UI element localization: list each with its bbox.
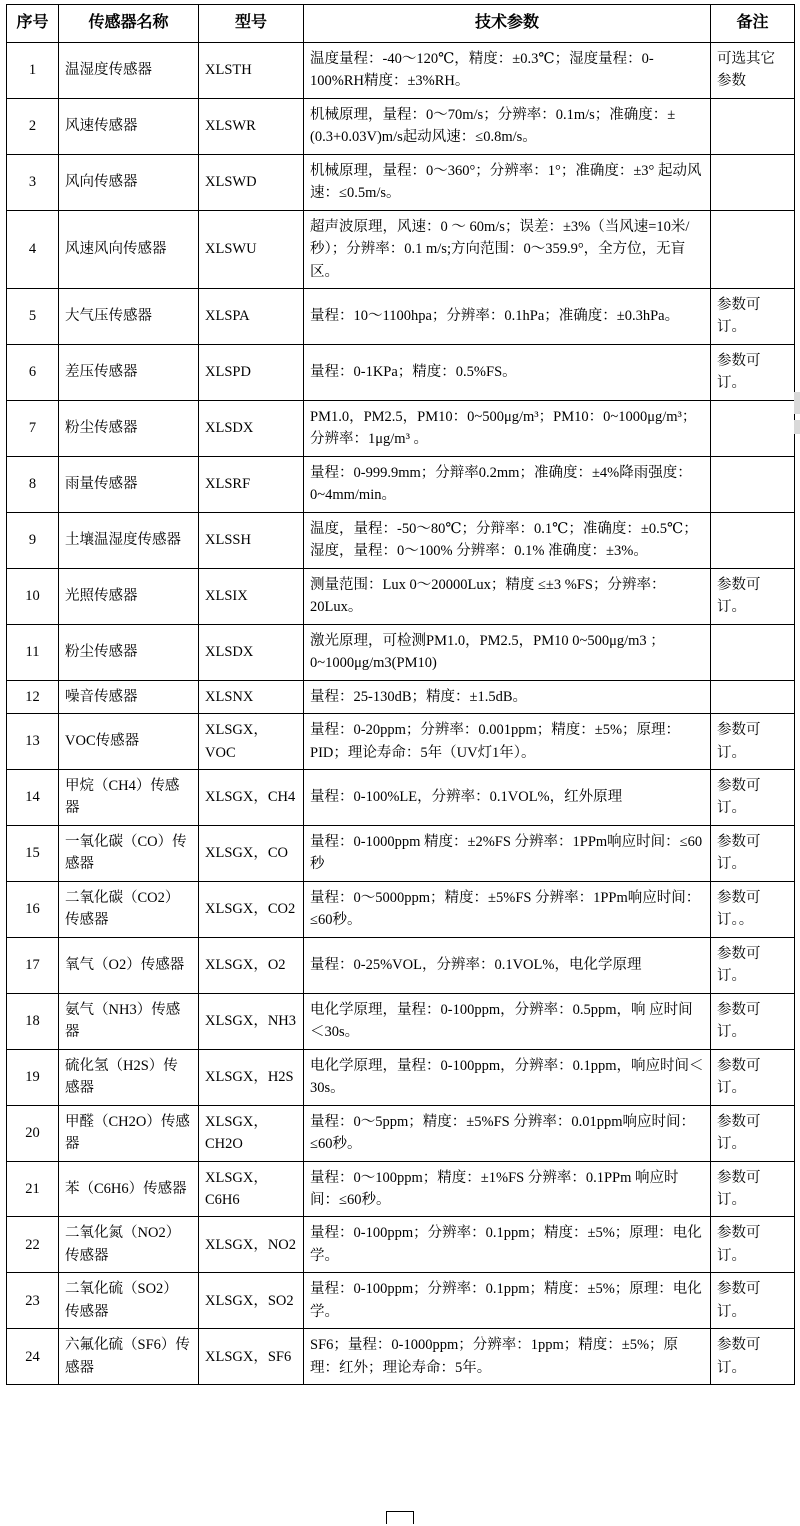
cell-model: XLSGX，O2 [199,937,304,993]
cell-sensor-name: 二氧化碳（CO2）传感器 [59,881,199,937]
cell-note: 参数可订。 [711,937,795,993]
cell-note [711,456,795,512]
cell-note: 参数可订。 [711,825,795,881]
table-row [7,624,795,680]
cell-model: XLSGX，SO2 [199,1273,304,1329]
table-row [7,456,795,512]
cell-model: XLSGX，NO2 [199,1217,304,1273]
cell-sensor-name: 一氧化碳（CO）传感器 [59,825,199,881]
cell-model: XLSDX [199,624,304,680]
cell-no: 23 [7,1273,59,1329]
table-header [7,5,795,43]
table-row [7,680,795,713]
cell-note: 参数可订。 [711,1273,795,1329]
header-cell-note: 备注 [711,5,795,43]
cell-model: XLSGX，SF6 [199,1329,304,1385]
table-row [7,1329,795,1385]
cell-spec: 超声波原理，风速：0 ～ 60m/s；误差：±3%（当风速=10米/秒）；分辨率：0.1 m/s;方向范围：0～359.9°，全方位，无盲区。 [304,210,711,288]
table-row [7,512,795,568]
cell-model: XLSGX，CO2 [199,881,304,937]
cell-note: 参数可订。 [711,1049,795,1105]
cell-note: 参数可订。 [711,344,795,400]
cell-model: XLSWU [199,210,304,288]
table-row [7,937,795,993]
cell-no: 13 [7,714,59,770]
cell-spec: 电化学原理，量程：0-100ppm，分辨率：0.1ppm，响应时间＜30s。 [304,1049,711,1105]
cell-sensor-name: 二氧化氮（NO2）传感器 [59,1217,199,1273]
cell-model: XLSTH [199,42,304,98]
table-row [7,568,795,624]
cell-no: 22 [7,1217,59,1273]
cell-note [711,154,795,210]
cell-note [711,624,795,680]
header-cell-no: 序号 [7,5,59,43]
cell-spec: 量程：0-1000ppm 精度：±2%FS 分辨率：1PPm响应时间：≤60秒 [304,825,711,881]
cell-note: 可选其它参数 [711,42,795,98]
cell-sensor-name: 苯（C6H6）传感器 [59,1161,199,1217]
cell-sensor-name: 六氟化硫（SF6）传感器 [59,1329,199,1385]
cell-no: 8 [7,456,59,512]
cell-spec: 量程：25-130dB；精度：±1.5dB。 [304,680,711,713]
cell-spec: 量程：0-100ppm；分辨率：0.1ppm；精度：±5%；原理：电化学。 [304,1217,711,1273]
cell-no: 11 [7,624,59,680]
cell-no: 1 [7,42,59,98]
cell-note: 参数可订。 [711,1329,795,1385]
cell-model: XLSGX，C6H6 [199,1161,304,1217]
cell-no: 19 [7,1049,59,1105]
page-edge-artifact-top [794,392,800,414]
cell-no: 20 [7,1105,59,1161]
cell-spec: 量程：0-999.9mm；分辩率0.2mm；准确度：±4%降雨强度：0~4mm/min。 [304,456,711,512]
cell-model: XLSIX [199,568,304,624]
cell-no: 5 [7,289,59,345]
cell-sensor-name: 风向传感器 [59,154,199,210]
cell-model: XLSGX，CH4 [199,769,304,825]
table-header-row [7,5,795,43]
cell-note [711,400,795,456]
cell-model: XLSRF [199,456,304,512]
cell-model: XLSGX，CH2O [199,1105,304,1161]
table-row [7,993,795,1049]
cell-no: 7 [7,400,59,456]
cell-sensor-name: 雨量传感器 [59,456,199,512]
cell-note: 参数可订。 [711,289,795,345]
header-cell-model: 型号 [199,5,304,43]
table-row [7,1273,795,1329]
cell-spec: PM1.0，PM2.5，PM10：0~500μg/m³；PM10：0~1000μg/m³；分辨率：1μg/m³ 。 [304,400,711,456]
cell-spec: 量程：0-20ppm；分辨率：0.001ppm；精度：±5%；原理：PID；理论寿命：5年（UV灯1年）。 [304,714,711,770]
cell-model: XLSWD [199,154,304,210]
cell-spec: 激光原理，可检测PM1.0，PM2.5，PM10 0~500μg/m3 ；0~1000μg/m3(PM10) [304,624,711,680]
table-row [7,210,795,288]
cell-spec: 量程：10～1100hpa；分辨率：0.1hPa；准确度：±0.3hPa。 [304,289,711,345]
cell-note [711,512,795,568]
table-body [7,42,795,1385]
cell-spec: 机械原理，量程：0～70m/s；分辨率：0.1m/s；准确度：±(0.3+0.03V)m/s起动风速：≤0.8m/s。 [304,98,711,154]
cell-sensor-name: 风速风向传感器 [59,210,199,288]
cell-sensor-name: 硫化氢（H2S）传感器 [59,1049,199,1105]
cell-sensor-name: 粉尘传感器 [59,624,199,680]
cell-spec: 量程：0-100%LE，分辨率：0.1VOL%，红外原理 [304,769,711,825]
cell-spec: 温度量程：-40～120℃，精度：±0.3℃；湿度量程：0-100%RH精度：±3%RH。 [304,42,711,98]
cell-spec: 量程：0-1KPa；精度：0.5%FS。 [304,344,711,400]
cell-spec: 量程：0～5ppm；精度：±5%FS 分辨率：0.01ppm响应时间：≤60秒。 [304,1105,711,1161]
cell-note: 参数可订。 [711,1217,795,1273]
cell-sensor-name: 噪音传感器 [59,680,199,713]
cell-note [711,98,795,154]
cell-sensor-name: 土壤温湿度传感器 [59,512,199,568]
table-row [7,98,795,154]
cell-note: 参数可订。 [711,714,795,770]
page-edge-artifact-bottom [794,420,800,434]
cell-no: 14 [7,769,59,825]
cell-spec: 测量范围：Lux 0～20000Lux；精度 ≤±3 %FS；分辨率： 20Lux。 [304,568,711,624]
table-row [7,769,795,825]
cell-no: 10 [7,568,59,624]
cell-spec: 量程：0-25%VOL，分辨率：0.1VOL%，电化学原理 [304,937,711,993]
cell-no: 2 [7,98,59,154]
cell-no: 18 [7,993,59,1049]
cell-sensor-name: 大气压传感器 [59,289,199,345]
cell-model: XLSWR [199,98,304,154]
cell-spec: 量程：0-100ppm；分辨率：0.1ppm；精度：±5%；原理：电化学。 [304,1273,711,1329]
table-row [7,1105,795,1161]
sensor-spec-table [6,4,795,1385]
cell-sensor-name: 氧气（O2）传感器 [59,937,199,993]
cell-model: XLSDX [199,400,304,456]
cell-no: 12 [7,680,59,713]
table-row [7,400,795,456]
cell-spec: 量程：0～5000ppm；精度：±5%FS 分辨率：1PPm响应时间：≤60秒。 [304,881,711,937]
header-cell-spec: 技术参数 [304,5,711,43]
cell-model: XLSGX，VOC [199,714,304,770]
cell-note: 参数可订。。 [711,881,795,937]
cell-note [711,680,795,713]
cell-sensor-name: 二氧化硫（SO2）传感器 [59,1273,199,1329]
cell-model: XLSGX，NH3 [199,993,304,1049]
table-row [7,1161,795,1217]
cell-sensor-name: 差压传感器 [59,344,199,400]
cell-note: 参数可订。 [711,993,795,1049]
cell-model: XLSGX，CO [199,825,304,881]
cell-model: XLSNX [199,680,304,713]
table-row [7,1217,795,1273]
table-row [7,154,795,210]
cell-note: 参数可订。 [711,568,795,624]
cell-spec: 温度，量程：-50～80℃；分辩率：0.1℃；准确度：±0.5℃；湿度，量程：0～100% 分辨率：0.1% 准确度：±3%。 [304,512,711,568]
cell-sensor-name: 温湿度传感器 [59,42,199,98]
cell-no: 21 [7,1161,59,1217]
cell-note: 参数可订。 [711,769,795,825]
cell-no: 16 [7,881,59,937]
cell-spec: 电化学原理，量程：0-100ppm，分辨率：0.5ppm，响 应时间＜30s。 [304,993,711,1049]
cell-model: XLSPD [199,344,304,400]
cell-no: 6 [7,344,59,400]
header-cell-name: 传感器名称 [59,5,199,43]
cell-sensor-name: 风速传感器 [59,98,199,154]
cell-sensor-name: 光照传感器 [59,568,199,624]
table-row [7,289,795,345]
cell-no: 3 [7,154,59,210]
cell-sensor-name: 甲醛（CH2O）传感器 [59,1105,199,1161]
cell-note [711,210,795,288]
table-row [7,881,795,937]
cell-spec: 量程：0～100ppm；精度：±1%FS 分辨率：0.1PPm 响应时间：≤60秒。 [304,1161,711,1217]
cell-model: XLSSH [199,512,304,568]
cell-no: 9 [7,512,59,568]
cell-note: 参数可订。 [711,1161,795,1217]
cell-sensor-name: VOC传感器 [59,714,199,770]
table-row [7,825,795,881]
cell-note: 参数可订。 [711,1105,795,1161]
cell-no: 15 [7,825,59,881]
table-row [7,1049,795,1105]
table-row [7,714,795,770]
table-row [7,42,795,98]
cell-sensor-name: 粉尘传感器 [59,400,199,456]
cell-model: XLSPA [199,289,304,345]
cell-no: 24 [7,1329,59,1385]
footer-box [386,1511,414,1524]
table-row [7,344,795,400]
cell-no: 4 [7,210,59,288]
cell-no: 17 [7,937,59,993]
cell-sensor-name: 氨气（NH3）传感器 [59,993,199,1049]
page-footer-artifact [0,1510,800,1526]
cell-model: XLSGX，H2S [199,1049,304,1105]
cell-spec: SF6；量程：0-1000ppm；分辨率：1ppm；精度：±5%；原理：红外；理论寿命：5年。 [304,1329,711,1385]
cell-sensor-name: 甲烷（CH4）传感器 [59,769,199,825]
cell-spec: 机械原理，量程：0～360°；分辨率：1°；准确度：±3° 起动风速：≤0.5m/s。 [304,154,711,210]
